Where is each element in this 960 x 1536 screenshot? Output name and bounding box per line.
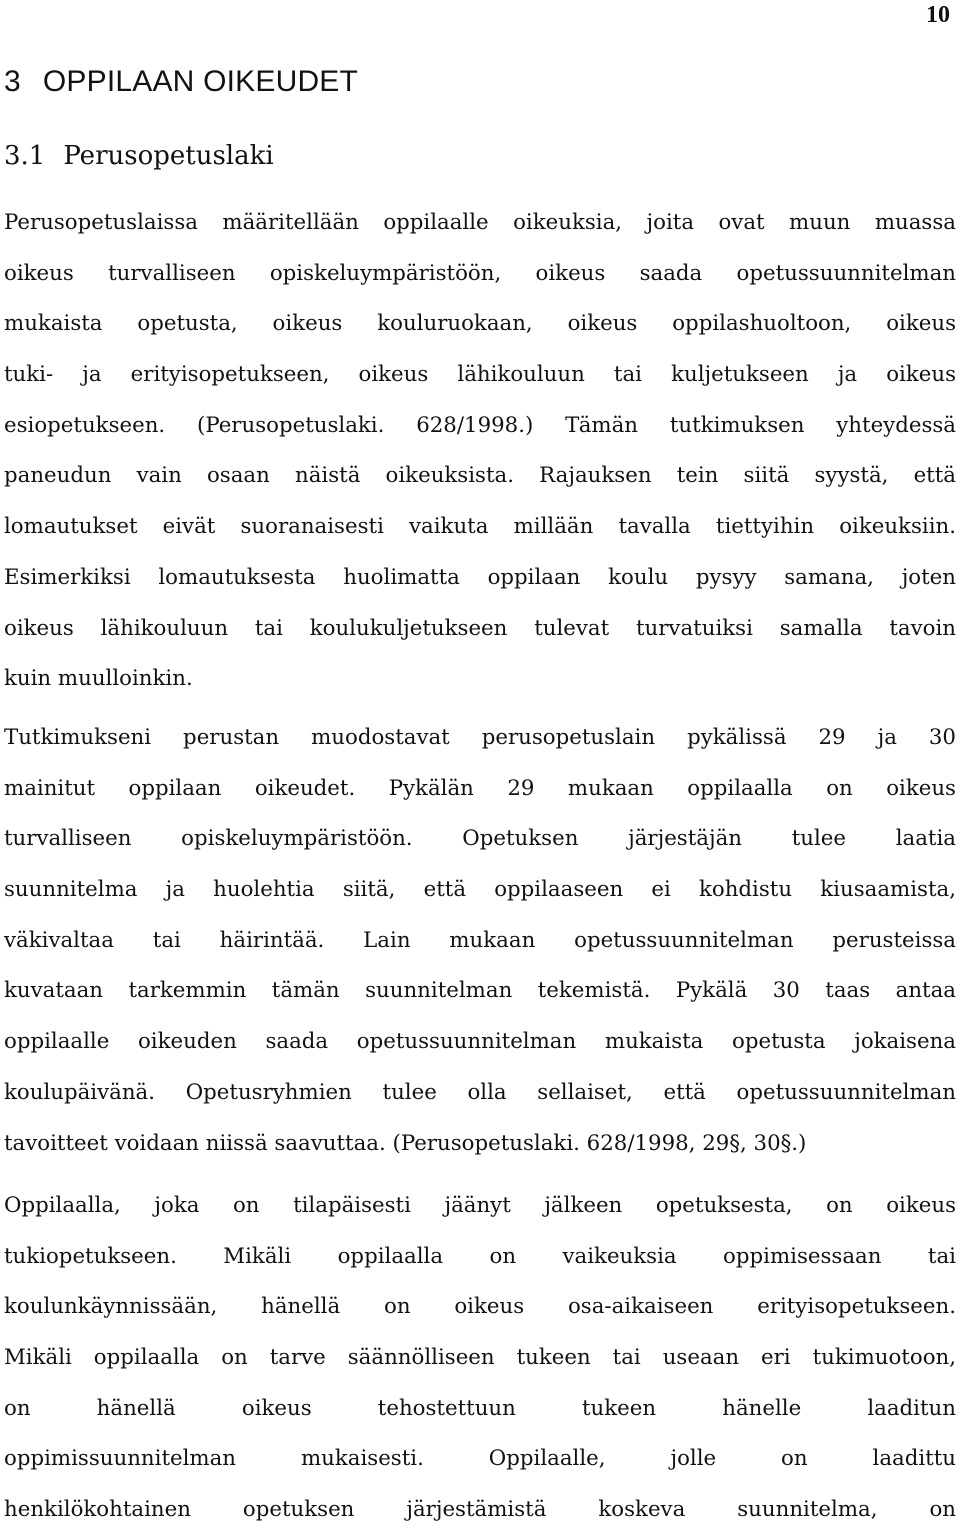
paragraph-line: henkilökohtainen opetuksen järjestämistä koskeva suunnitelma, on [4,1497,956,1523]
paragraph-line: Tutkimukseni perustan muodostavat perusopetuslain pykälissä 29 ja 30 [4,725,956,750]
paragraph-line: turvalliseen opiskeluympäristöön. Opetuksen järjestäjän tulee laatia [4,826,956,852]
paragraph-line: väkivaltaa tai häirintää. Lain mukaan opetussuunnitelman perusteissa [4,927,956,953]
paragraph-line: koulupäivänä. Opetusryhmien tulee olla sellaiset, että opetussuunnitelman [4,1079,956,1105]
paragraph-line: kuin muulloinkin. [4,666,193,692]
chapter-heading [4,62,358,102]
paragraph-line: oppimissuunnitelman mukaisesti. Oppilaalle, jolle on laadittu [4,1446,956,1472]
section-number: 3.1 [4,141,46,171]
paragraph-line: oikeus lähikouluun tai koulukuljetukseen tulevat turvatuiksi samalla tavoin [4,615,956,641]
paragraph-line: Esimerkiksi lomautuksesta huolimatta oppilaan koulu pysyy samana, joten [4,564,956,590]
paragraph-line: esiopetukseen. (Perusopetuslaki. 628/1998.) Tämän tutkimuksen yhteydessä [4,412,956,438]
paragraph-line: lomautukset eivät suoranaisesti vaikuta millään tavalla tiettyihin oikeuksiin. [4,514,956,540]
paragraph-line: tuki- ja erityisopetukseen, oikeus lähikouluun tai kuljetukseen ja oikeus [4,362,956,388]
chapter-title: OPPILAAN OIKEUDET [42,65,359,98]
paragraph-line: mukaista opetusta, oikeus kouluruokaan, oikeus oppilashuoltoon, oikeus [4,311,956,337]
section-heading [4,136,274,176]
paragraph-line: paneudun vain osaan näistä oikeuksista. Rajauksen tein siitä syystä, että [4,463,956,489]
section-title: Perusopetuslaki [63,141,274,171]
paragraph-line: tavoitteet voidaan niissä saavuttaa. (Perusopetuslaki. 628/1998, 29§, 30§.) [4,1130,807,1156]
paragraph-line: Oppilaalla, joka on tilapäisesti jäänyt jälkeen opetuksesta, on oikeus [4,1193,956,1218]
paragraph-line: kuvataan tarkemmin tämän suunnitelman tekemistä. Pykälä 30 taas antaa [4,978,956,1004]
paragraph-line: suunnitelma ja huolehtia siitä, että oppilaaseen ei kohdistu kiusaamista, [4,877,956,903]
paragraph-1 [4,198,956,705]
paragraph-line: tukiopetukseen. Mikäli oppilaalla on vaikeuksia oppimisessaan tai [4,1243,956,1269]
paragraph-line: Perusopetuslaissa määritellään oppilaalle oikeuksia, joita ovat muun muassa [4,210,956,235]
paragraph-line: Mikäli oppilaalla on tarve säännölliseen tukeen tai useaan eri tukimuotoon, [4,1345,956,1371]
paragraph-3 [4,1181,956,1536]
paragraph-line: oikeus turvalliseen opiskeluympäristöön, oikeus saada opetussuunnitelman [4,260,956,286]
paragraph-2 [4,713,956,1169]
paragraph-line: oppilaalle oikeuden saada opetussuunnitelman mukaista opetusta jokaisena [4,1029,956,1055]
chapter-number: 3 [4,65,21,98]
paragraph-line: mainitut oppilaan oikeudet. Pykälän 29 mukaan oppilaalla on oikeus [4,775,956,801]
page-number: 10 [926,2,950,28]
paragraph-line: on hänellä oikeus tehostettuun tukeen hänelle laaditun [4,1395,956,1421]
paragraph-line: koulunkäynnissään, hänellä on oikeus osa-aikaiseen erityisopetukseen. [4,1294,956,1320]
